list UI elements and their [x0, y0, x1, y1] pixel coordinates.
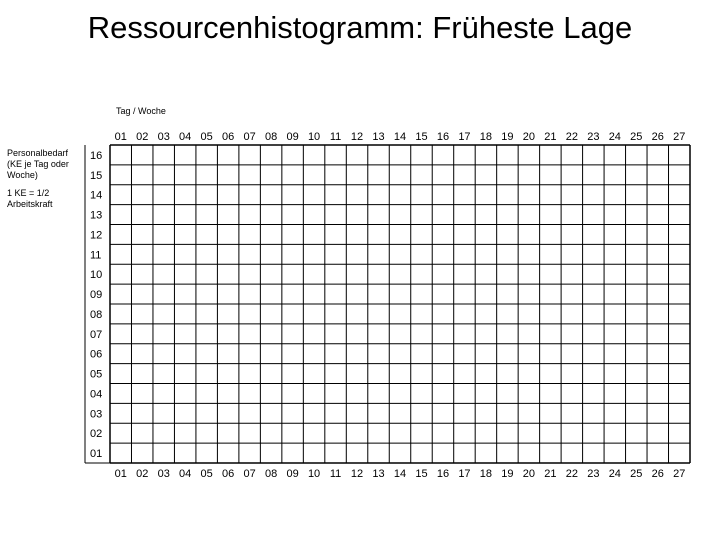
x-tick-label-bottom: 09: [286, 468, 299, 480]
y-tick-label: 02: [90, 428, 103, 441]
x-tick-label-top: 17: [458, 131, 471, 143]
y-tick-label: 14: [90, 189, 103, 202]
x-tick-label-top: 19: [501, 131, 514, 143]
x-tick-label-bottom: 21: [544, 468, 557, 480]
x-tick-label-bottom: 17: [458, 468, 471, 480]
x-tick-label-bottom: 26: [651, 468, 664, 480]
x-tick-label-bottom: 04: [179, 468, 192, 480]
x-tick-label-bottom: 03: [157, 468, 170, 480]
y-tick-label: 04: [90, 388, 103, 401]
x-tick-label-top: 23: [587, 131, 600, 143]
y-tick-label: 10: [90, 269, 103, 282]
x-tick-label-top: 02: [136, 131, 149, 143]
y-tick-label: 03: [90, 408, 103, 421]
x-tick-label-bottom: 10: [307, 468, 321, 480]
demand-legend: Personalbedarf (KE je Tag oder Woche): [7, 148, 69, 180]
y-tick-label: 11: [90, 249, 102, 262]
x-axis-label: Tag / Woche: [116, 106, 166, 116]
x-tick-label-top: 07: [243, 131, 256, 143]
x-tick-label-bottom: 19: [501, 468, 514, 480]
x-tick-label-top: 25: [630, 131, 643, 143]
x-tick-label-bottom: 15: [415, 468, 428, 480]
y-tick-label: 12: [90, 229, 103, 242]
x-tick-label-top: 06: [222, 131, 235, 143]
x-tick-label-top: 24: [608, 131, 621, 143]
x-tick-label-top: 21: [544, 131, 557, 143]
x-tick-label-top: 20: [522, 131, 536, 143]
x-tick-label-bottom: 05: [200, 468, 213, 480]
x-tick-label-bottom: 27: [673, 468, 686, 480]
y-tick-label: 07: [90, 328, 103, 341]
x-tick-label-bottom: 14: [393, 468, 407, 480]
x-tick-label-top: 08: [264, 131, 278, 143]
x-tick-label-top: 11: [329, 131, 342, 143]
x-tick-label-bottom: 25: [630, 468, 643, 480]
y-tick-label: 05: [90, 368, 103, 381]
x-tick-label-bottom: 01: [114, 468, 127, 480]
x-tick-label-top: 26: [651, 131, 664, 143]
x-tick-label-top: 03: [157, 131, 170, 143]
x-tick-label-top: 05: [200, 131, 213, 143]
slide-title: Ressourcenhistogramm: Früheste Lage: [87, 10, 633, 45]
x-tick-label-top: 14: [393, 131, 407, 143]
x-tick-label-bottom: 13: [372, 468, 385, 480]
y-tick-label: 08: [90, 308, 103, 321]
x-tick-label-top: 22: [565, 131, 578, 143]
y-tick-label: 01: [90, 448, 103, 461]
x-tick-label-top: 01: [114, 131, 127, 143]
x-tick-label-top: 04: [179, 131, 192, 143]
x-tick-label-bottom: 02: [136, 468, 149, 480]
x-tick-label-bottom: 22: [565, 468, 578, 480]
y-tick-label: 13: [90, 209, 103, 222]
x-tick-label-bottom: 08: [264, 468, 278, 480]
y-tick-label: 06: [90, 348, 103, 361]
x-tick-label-top: 27: [673, 131, 686, 143]
x-tick-label-bottom: 11: [329, 468, 342, 480]
x-tick-label-bottom: 24: [608, 468, 621, 480]
x-tick-label-top: 18: [479, 131, 493, 143]
x-tick-label-bottom: 16: [436, 468, 450, 480]
x-tick-label-top: 13: [372, 131, 385, 143]
x-tick-label-bottom: 06: [222, 468, 235, 480]
x-tick-label-bottom: 20: [522, 468, 536, 480]
x-tick-label-top: 16: [436, 131, 450, 143]
x-tick-label-bottom: 18: [479, 468, 493, 480]
x-tick-label-bottom: 12: [350, 468, 364, 480]
y-tick-label: 09: [90, 289, 103, 302]
x-tick-label-top: 15: [415, 131, 428, 143]
x-tick-label-top: 12: [350, 131, 364, 143]
x-tick-label-top: 10: [307, 131, 321, 143]
y-tick-label: 16: [90, 149, 103, 162]
x-tick-label-bottom: 23: [587, 468, 600, 480]
unit-note: 1 KE = 1/2 Arbeitskraft: [7, 188, 53, 209]
x-tick-label-bottom: 07: [243, 468, 256, 480]
y-tick-label: 15: [90, 169, 103, 182]
x-tick-label-top: 09: [286, 131, 299, 143]
